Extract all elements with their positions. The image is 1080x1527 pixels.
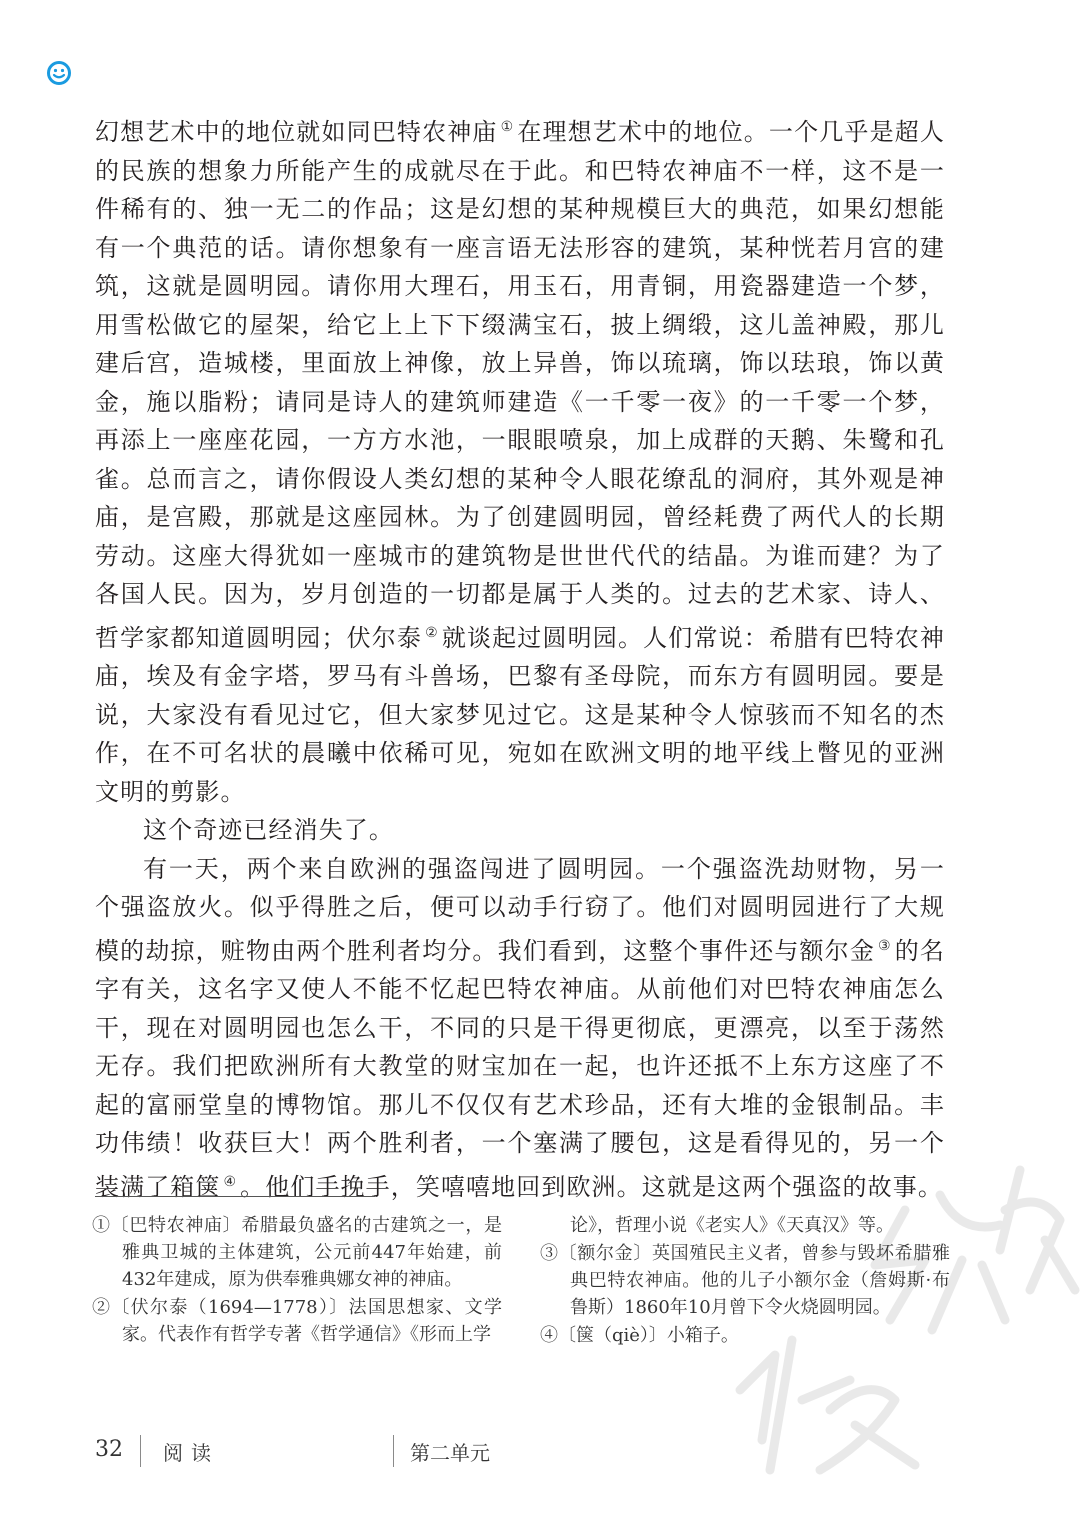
page-footer xyxy=(0,1437,1080,1477)
footer-divider xyxy=(140,1435,141,1467)
footnote-divider xyxy=(95,1196,375,1197)
footnote-ref-3: ③ xyxy=(878,937,892,954)
page-number: 32 xyxy=(95,1437,123,1462)
footnote-2: ②〔伏尔泰（1694—1778）〕法国思想家、文学家。代表作有哲学专著《哲学通信》《形而上学 xyxy=(92,1297,502,1345)
paragraph-2: 这个奇迹已经消失了。 xyxy=(143,816,394,844)
footnote-2-continued: 论》，哲理小说《老实人》《天真汉》等。 xyxy=(570,1215,894,1236)
unit-label: 第二单元 xyxy=(410,1441,490,1465)
section-label: 阅读 xyxy=(163,1441,219,1465)
footnote-4: ④〔箧（qiè）〕小箱子。 xyxy=(540,1325,739,1346)
article-body xyxy=(95,108,945,1206)
footnote-ref-4: ④ xyxy=(223,1173,238,1190)
footnote-1: ①〔巴特农神庙〕希腊最负盛名的古建筑之一，是雅典卫城的主体建筑，公元前447年始建，前432年建成，原为供奉雅典娜女神的神庙。 xyxy=(92,1215,502,1290)
paragraph-3: 有一天，两个来自欧洲的强盗闯进了圆明园。一个强盗洗劫财物，另一个强盗放火。似乎得胜之后，便可以动手行窃了。他们对圆明园进行了大规模的劫掠，赃物由两个胜利者均分。我们看到，这整个事件还与额尔金 ③ 的名字有关，这名字又使人不能不忆起巴特农神庙。从前他们对巴特农神庙怎么干，现在对圆明园也怎么干，不同的只是干得更彻底，更漂亮，以至于荡然无存。我们把欧洲所有大教堂的财宝加在一起，也许还抵不上东方这座了不起的富丽堂皇的博物馆。那儿不仅仅有艺术珍品，还有大堆的金银制品。丰功伟绩！收获巨大！两个胜利者，一个塞满了腰包，这是看得见的，另一个装满了箱箧 ④ 。他们手挽手，笑嘻嘻地回到欧洲。这就是这两个强盗的故事。 xyxy=(95,854,945,1201)
footnote-ref-1: ① xyxy=(500,119,515,135)
footnote-ref-2: ② xyxy=(425,624,439,641)
footer-divider xyxy=(393,1435,394,1467)
footnotes-left-column xyxy=(92,1212,502,1349)
paragraph-1: 幻想艺术中的地位就如同巴特农神庙 ① 在理想艺术中的地位。一个几乎是超人的民族的想象力所能产生的成就尽在于此。和巴特农神庙不一样，这不是一件稀有的、独一无二的作品；这是幻想的某种规模巨大的典范，如果幻想能有一个典范的话。请你想象有一座言语无法形容的建筑，某种恍若月宫的建筑，这就是圆明园。请你用大理石，用玉石，用青铜，用瓷器建造一个梦，用雪松做它的屋架，给它上上下下缀满宝石，披上绸缎，这儿盖神殿，那儿建后宫，造城楼，里面放上神像，放上异兽，饰以琉璃，饰以珐琅，饰以黄金，施以脂粉；请同是诗人的建筑师建造《一千零一夜》的一千零一个梦，再添上一座座花园，一方方水池，一眼眼喷泉，加上成群的天鹅、朱鹭和孔雀。总而言之，请你假设人类幻想的某种令人眼花缭乱的洞府，其外观是神庙，是宫殿，那就是这座园林。为了创建圆明园，曾经耗费了两代人的长期劳动。这座大得犹如一座城市的建筑物是世世代代的结晶。为谁而建？为了各国人民。因为，岁月创造的一切都是属于人类的。过去的艺术家、诗人、哲学家都知道圆明园；伏尔泰 ② 就谈起过圆明园。人们常说：希腊有巴特农神庙，埃及有金字塔，罗马有斗兽场，巴黎有圣母院，而东方有圆明园。要是说，大家没有看见过它，但大家梦见过它。这是某种令人惊骇而不知名的杰作，在不可名状的晨曦中依稀可见，宛如在欧洲文明的地平线上瞥见的亚洲文明的剪影。 xyxy=(95,118,945,806)
footnote-3: ③〔额尔金〕英国殖民主义者，曾参与毁坏希腊雅典巴特农神庙。他的儿子小额尔金（詹姆斯·布鲁斯）1860年10月曾下令火烧圆明园。 xyxy=(540,1243,950,1318)
smiley-icon xyxy=(46,60,72,86)
